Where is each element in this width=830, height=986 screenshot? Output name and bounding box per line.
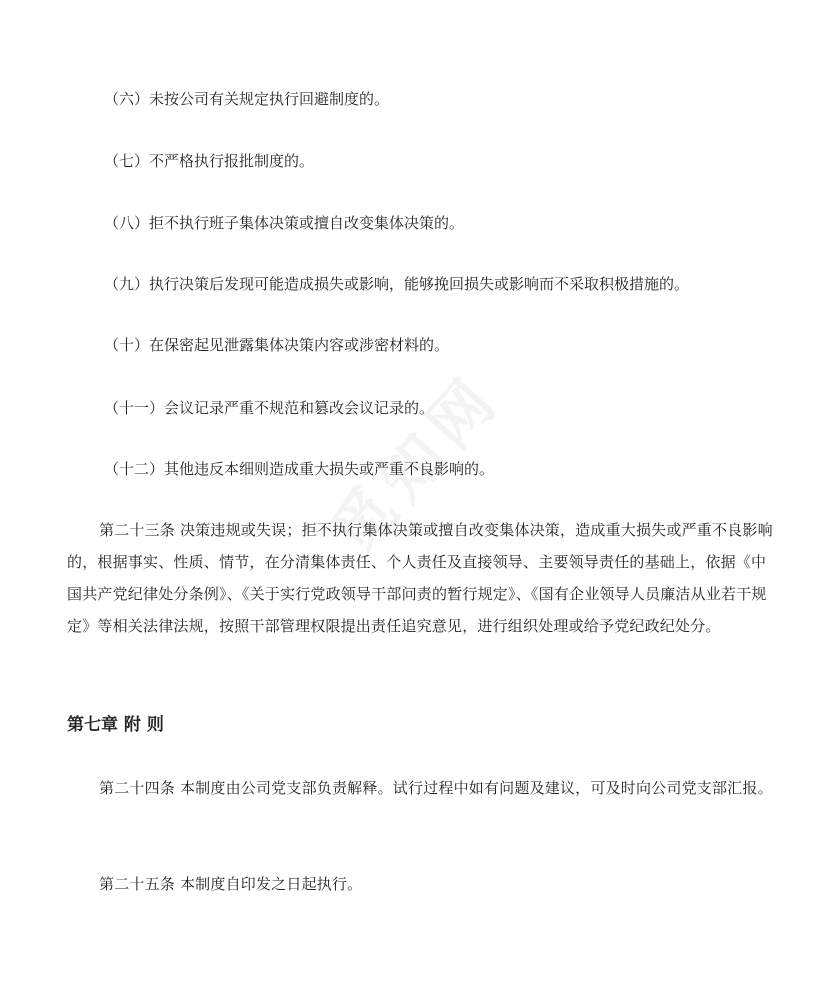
article-23-paragraph: 第二十三条 决策违规或失误；拒不执行集体决策或擅自改变集体决策，造成重大损失或严重不良影响的，根据事实、性质、情节，在分清集体责任、个人责任及直接领导、主要领导责任的基础上，依据《中国共产党纪律处分条例》、《关于实行党政领导干部问责的暂行规定》、《国有企业领导人员廉洁从业若干规定》等相关法律法规，按照干部管理权限提出责任追究意见，进行组织处理或给予党纪政纪处分。 <box>67 521 773 635</box>
list-item-6: （六）未按公司有关规定执行回避制度的。 <box>104 90 390 108</box>
article-24-paragraph: 第二十四条 本制度由公司党支部负责解释。试行过程中如有问题及建议，可及时向公司党支部汇报。 <box>99 779 773 797</box>
list-item-10: （十）在保密起见泄露集体决策内容或涉密材料的。 <box>104 336 450 354</box>
list-item-12: （十二）其他违反本细则造成重大损失或严重不良影响的。 <box>104 460 495 478</box>
list-item-7: （七）不严格执行报批制度的。 <box>104 152 315 170</box>
list-item-9: （九）执行决策后发现可能造成损失或影响，能够挽回损失或影响而不采取积极措施的。 <box>104 275 690 293</box>
article-25-paragraph: 第二十五条 本制度自印发之日起执行。 <box>99 875 363 893</box>
chapter-heading: 第七章 附 则 <box>67 715 164 735</box>
list-item-8: （八）拒不执行班子集体决策或擅自改变集体决策的。 <box>104 214 465 232</box>
list-item-11: （十一）会议记录严重不规范和篡改会议记录的。 <box>104 399 435 417</box>
